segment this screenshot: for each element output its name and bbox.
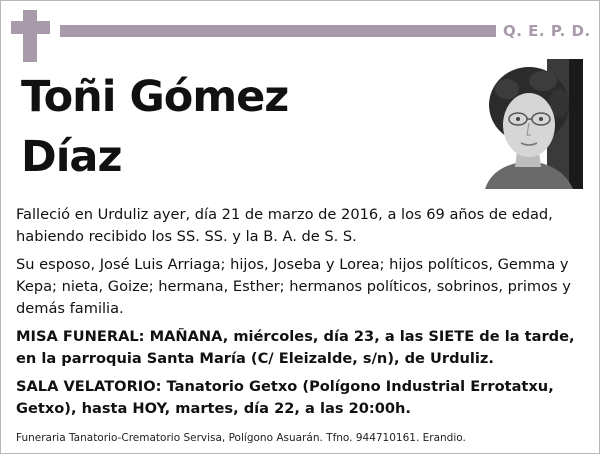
cross-icon-bar [11, 21, 50, 34]
obituary-body [16, 204, 586, 426]
funeral-mass-paragraph: MISA FUNERAL: MAÑANA, miércoles, día 23, a las SIETE de la tarde, en la parroquia Santa María (C/ Eleizalde, s/n), de Urduliz. [16, 328, 575, 367]
deceased-name-line2: Díaz [21, 132, 122, 182]
deceased-name [21, 67, 288, 187]
portrait-icon [477, 59, 583, 189]
cross-icon [23, 10, 37, 62]
funeral-home-footer: Funeraria Tanatorio-Crematorio Servisa, Polígono Asuarán. Tfno. 944710161. Erandio. [16, 432, 466, 444]
header-rule [60, 25, 496, 37]
death-notice-paragraph: Falleció en Urduliz ayer, día 21 de marzo de 2016, a los 69 años de edad, habiendo recibido los SS. SS. y la B. A. de S. S. [16, 206, 553, 245]
deceased-name-line1: Toñi Gómez [21, 72, 289, 122]
qepd-badge: Q. E. P. D. [503, 22, 591, 40]
family-paragraph: Su esposo, José Luis Arriaga; hijos, Joseba y Lorea; hijos políticos, Gemma y Kepa; nieta, Goize; hermana, Esther; hermanos políticos, sobrinos, primos y demás familia. [16, 256, 571, 317]
portrait-photo [477, 59, 583, 189]
wake-room-paragraph: SALA VELATORIO: Tanatorio Getxo (Polígono Industrial Errotatxu, Getxo), hasta HOY, martes, día 22, a las 20:00h. [16, 378, 554, 417]
